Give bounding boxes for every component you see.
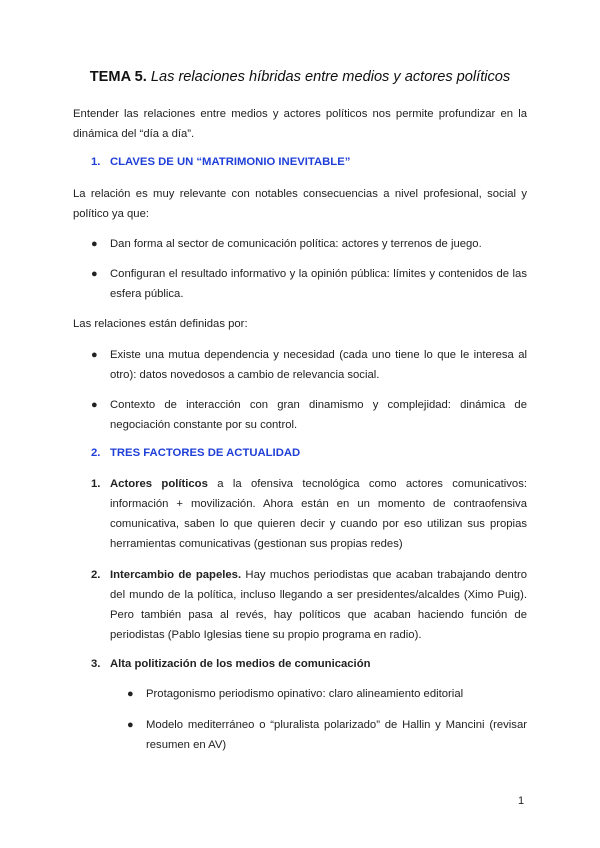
numbered-item-number: 3.: [91, 658, 101, 670]
page-number: 1: [518, 795, 525, 807]
section-1-heading: [91, 152, 350, 172]
list-item-text: Contexto de interacción con gran dinamismo y complejidad: dinámica de negociación constante por su control.: [110, 399, 527, 431]
numbered-item-text: [110, 565, 527, 645]
list-item-text: Configuran el resultado informativo y la opinión pública: límites y contenidos de las esfera pública.: [110, 268, 527, 300]
numbered-item-lead: Actores políticos: [110, 478, 208, 490]
section-1-paragraph-1: La relación es muy relevante con notables consecuencias a nivel profesional, social y político ya que:: [73, 188, 527, 220]
intro-paragraph: Entender las relaciones entre medios y actores políticos nos permite profundizar en la dinámica del “día a día”.: [73, 108, 527, 140]
section-1-number: 1.: [91, 156, 101, 168]
numbered-item-lead: Alta politización de los medios de comunicación: [110, 658, 371, 670]
section-2-heading-text: TRES FACTORES DE ACTUALIDAD: [110, 447, 301, 459]
numbered-item-number: 2.: [91, 569, 101, 581]
list-item-text: Dan forma al sector de comunicación política: actores y terrenos de juego.: [110, 238, 482, 250]
title-number: TEMA 5.: [89, 69, 147, 85]
bullet-icon: ●: [127, 719, 134, 731]
list-item-text: Existe una mutua dependencia y necesidad (cada uno tiene lo que le interesa al otro): datos novedosos a cambio de relevancia social.: [110, 349, 527, 381]
bullet-icon: ●: [91, 238, 98, 250]
numbered-item-text: [110, 654, 527, 674]
numbered-item-body: Hay muchos periodistas que acaban trabajando dentro del mundo de la política, incluso llegando a ser presidentes/alcaldes (Ximo Puig). Pero también pasa al revés, hay políticos que acaban haciendo función de periodistas (Pablo Iglesias tiene su propio programa en radio).: [110, 569, 527, 641]
section-1-heading-text: CLAVES DE UN “MATRIMONIO INEVITABLE”: [110, 156, 351, 168]
section-2-heading: [91, 443, 300, 463]
numbered-item-text: [110, 474, 527, 554]
section-1-paragraph-2: Las relaciones están definidas por:: [73, 318, 248, 330]
numbered-item-lead: Intercambio de papeles.: [110, 569, 242, 581]
bullet-icon: ●: [91, 399, 98, 411]
title-text: Las relaciones híbridas entre medios y actores políticos: [150, 69, 511, 85]
list-item-text: Protagonismo periodismo opinativo: claro alineamiento editorial: [146, 688, 464, 700]
bullet-icon: ●: [91, 349, 98, 361]
page-title: [0, 69, 600, 85]
bullet-icon: ●: [127, 688, 134, 700]
section-2-number: 2.: [91, 447, 101, 459]
list-item-text: Modelo mediterráneo o “pluralista polarizado” de Hallin y Mancini (revisar resumen en AV): [146, 719, 527, 751]
bullet-icon: ●: [91, 268, 98, 280]
numbered-item-body: a la ofensiva tecnológica como actores comunicativos: información + movilización. Ahora están en un momento de contraofensiva comunicativa, saben lo que quieren decir y cuando por eso utilizan sus propias herramientas comunicativas (gestionan sus propias redes): [110, 478, 527, 550]
numbered-item-number: 1.: [91, 478, 101, 490]
